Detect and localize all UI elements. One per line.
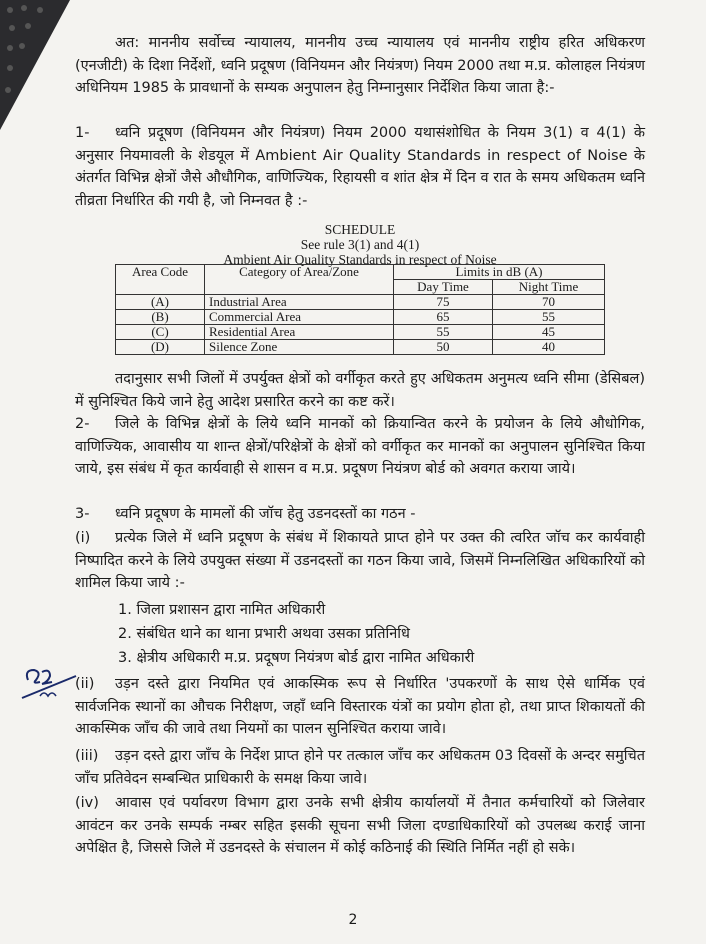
area-code: (C): [116, 325, 205, 340]
sub-paragraph-iv: [75, 792, 645, 860]
header-limits: Limits in dB (A): [394, 265, 605, 280]
list-item: 2. संबंधित थाने का थाना प्रभारी अथवा उसका प्रतिनिधि: [118, 626, 410, 642]
paragraph-text: उड़न दस्ते द्वारा जाँच के निर्देश प्राप्त होने पर तत्काल जाँच कर अधिकतम 03 दिवसों के अन्दर समुचित जाँच प्रतिवेदन सम्बन्धित प्राधिकारी के समक्ष किया जावे।: [75, 748, 645, 787]
area-category: Industrial Area: [205, 295, 394, 310]
area-code: (B): [116, 310, 205, 325]
header-day: Day Time: [394, 280, 493, 295]
day-limit: 50: [394, 340, 493, 355]
area-code: (D): [116, 340, 205, 355]
night-limit: 45: [493, 325, 605, 340]
area-category: Commercial Area: [205, 310, 394, 325]
night-limit: 55: [493, 310, 605, 325]
header-night: Night Time: [493, 280, 605, 295]
table-row: [116, 310, 605, 325]
paragraph-text: ध्वनि प्रदूषण (विनियमन और नियंत्रण) नियम 2000 यथासंशोधित के नियम 3(1) व 4(1) के अनुसार नियमावली के शेडयूल में Ambient Air Quality Standards in respect of Noise के अंतर्गत विभिन्न क्षेत्रों जैसे औधौगिक, वाणिज्यिक, रिहायसी व शांत क्षेत्र में दिन व रात के समय अधिकतम ध्वनि तीव्रता निर्धारित की गयी है, जो निम्नवत है :-: [75, 125, 645, 209]
list-item: 3. क्षेत्रीय अधिकारी म.प्र. प्रदूषण नियंत्रण बोर्ड द्वारा नामित अधिकारी: [118, 650, 475, 666]
paragraph-number: 1-: [75, 125, 90, 141]
header-category: Category of Area/Zone: [205, 265, 394, 295]
night-limit: 40: [493, 340, 605, 355]
schedule-caption: Ambient Air Quality Standards in respect of Noise: [223, 252, 497, 267]
fabric-corner-shadow: [0, 0, 70, 130]
night-limit: 70: [493, 295, 605, 310]
paragraph-3: [75, 503, 645, 526]
paragraph-number: (ii): [75, 676, 95, 692]
paragraph-text: उड़न दस्ते द्वारा नियमित एवं आकस्मिक रूप से निर्धारित 'उपकरणों के साथ ऐसे धार्मिक एवं सार्वजनिक स्थानों का औचक निरीक्षण, जहाँ ध्वनि विस्तारक यंत्रों का प्रयोग होता हो, तथा प्राप्त शिकायतों की आकस्मिक जाँच की जावे तथा नियमों का पालन सुनिश्चित कराया जावे।: [75, 676, 645, 738]
day-limit: 75: [394, 295, 493, 310]
paragraph-text: प्रत्येक जिले में ध्वनि प्रदूषण के संबंध में शिकायते प्राप्त होने पर उक्त की त्वरित जॉच कर कार्यवाही निष्पादित करने के लिये उपयुक्त संख्या में उडनदस्तों का गठन किया जावे, जिसमें निम्नलिखित अधिकारियों को शामिल किया जाये :-: [75, 530, 645, 592]
sub-paragraph-iii: [75, 745, 645, 790]
paragraph-number: 2-: [75, 416, 90, 432]
paragraph-2: [75, 413, 645, 481]
sub-paragraph-ii: [75, 673, 645, 741]
area-code: (A): [116, 295, 205, 310]
table-row: [116, 340, 605, 355]
officers-list: [118, 598, 474, 670]
table-row: [116, 325, 605, 340]
header-area-code: Area Code: [116, 265, 205, 295]
paragraph-number: (iv): [75, 795, 99, 811]
paragraph-number: 3-: [75, 506, 90, 522]
handwritten-annotation: [18, 662, 78, 702]
page-number: 2: [348, 912, 358, 928]
area-category: Silence Zone: [205, 340, 394, 355]
table-row: [116, 295, 605, 310]
schedule-title: SCHEDULE: [324, 222, 396, 237]
day-limit: 65: [394, 310, 493, 325]
schedule-subtitle: See rule 3(1) and 4(1): [300, 237, 420, 252]
schedule-heading: [115, 222, 605, 267]
paragraph-number: (iii): [75, 748, 99, 764]
paragraph-text: ध्वनि प्रदूषण के मामलों की जॉच हेतु उडनदस्तों का गठन -: [115, 506, 416, 522]
list-item: 1. जिला प्रशासन द्वारा नामित अधिकारी: [118, 602, 326, 618]
paragraph-1: [75, 122, 645, 212]
day-limit: 55: [394, 325, 493, 340]
intro-paragraph: अत: माननीय सर्वोच्च न्यायालय, माननीय उच्च न्यायालय एवं माननीय राष्ट्रीय हरित अधिकरण (एनजीटी) के दिशा निर्देशों, ध्वनि प्रदूषण (विनियमन और नियंत्रण) नियम 2000 तथा म.प्र. कोलाहल नियंत्रण अधिनियम 1985 के प्रावधानों के सम्यक अनुपालन हेतु निम्नानुसार निर्देशित किया जाता है:-: [75, 35, 645, 97]
after-table-paragraph: तदानुसार सभी जिलों में उपर्युक्त क्षेत्रों को वर्गीकृत करते हुए अधिकतम अनुमत्य ध्वनि सीमा (डेसिबल) में सुनिश्चित किये जाने हेतु आदेश प्रसारित करने का कष्ट करें।: [75, 371, 645, 410]
area-category: Residential Area: [205, 325, 394, 340]
paragraph-text: जिले के विभिन्न क्षेत्रों के लिये ध्वनि मानकों को क्रियान्वित करने के प्रयोजन के लिये औधोगिक, वाणिज्यिक, आवासीय या शान्त क्षेत्रों/परिक्षेत्रों के क्षेत्रों को वर्गीकृत कर मानकों का अनुपालन सुनिश्चित किया जाये, इस संबंध में कृत कार्यवाही से शासन व म.प्र. प्रदूषण नियंत्रण बोर्ड को अवगत कराया जाये।: [75, 416, 645, 478]
paragraph-number: (i): [75, 530, 91, 546]
paragraph-text: आवास एवं पर्यावरण विभाग द्वारा उनके सभी क्षेत्रीय कार्यालयों में तैनात कर्मचारियों को जिलेवार आवंटन कर उनके सम्पर्क नम्बर सहित इसकी सूचना सभी जिला दण्डाधिकारियों को उपलब्ध कराई जाना अपेक्षित है, जिससे जिले में उडनदस्ते के संचालन में कोई कठिनाई की स्थिति निर्मित नहीं हो सके।: [75, 795, 645, 857]
noise-standards-table: [115, 264, 605, 355]
sub-paragraph-i: [75, 527, 645, 595]
